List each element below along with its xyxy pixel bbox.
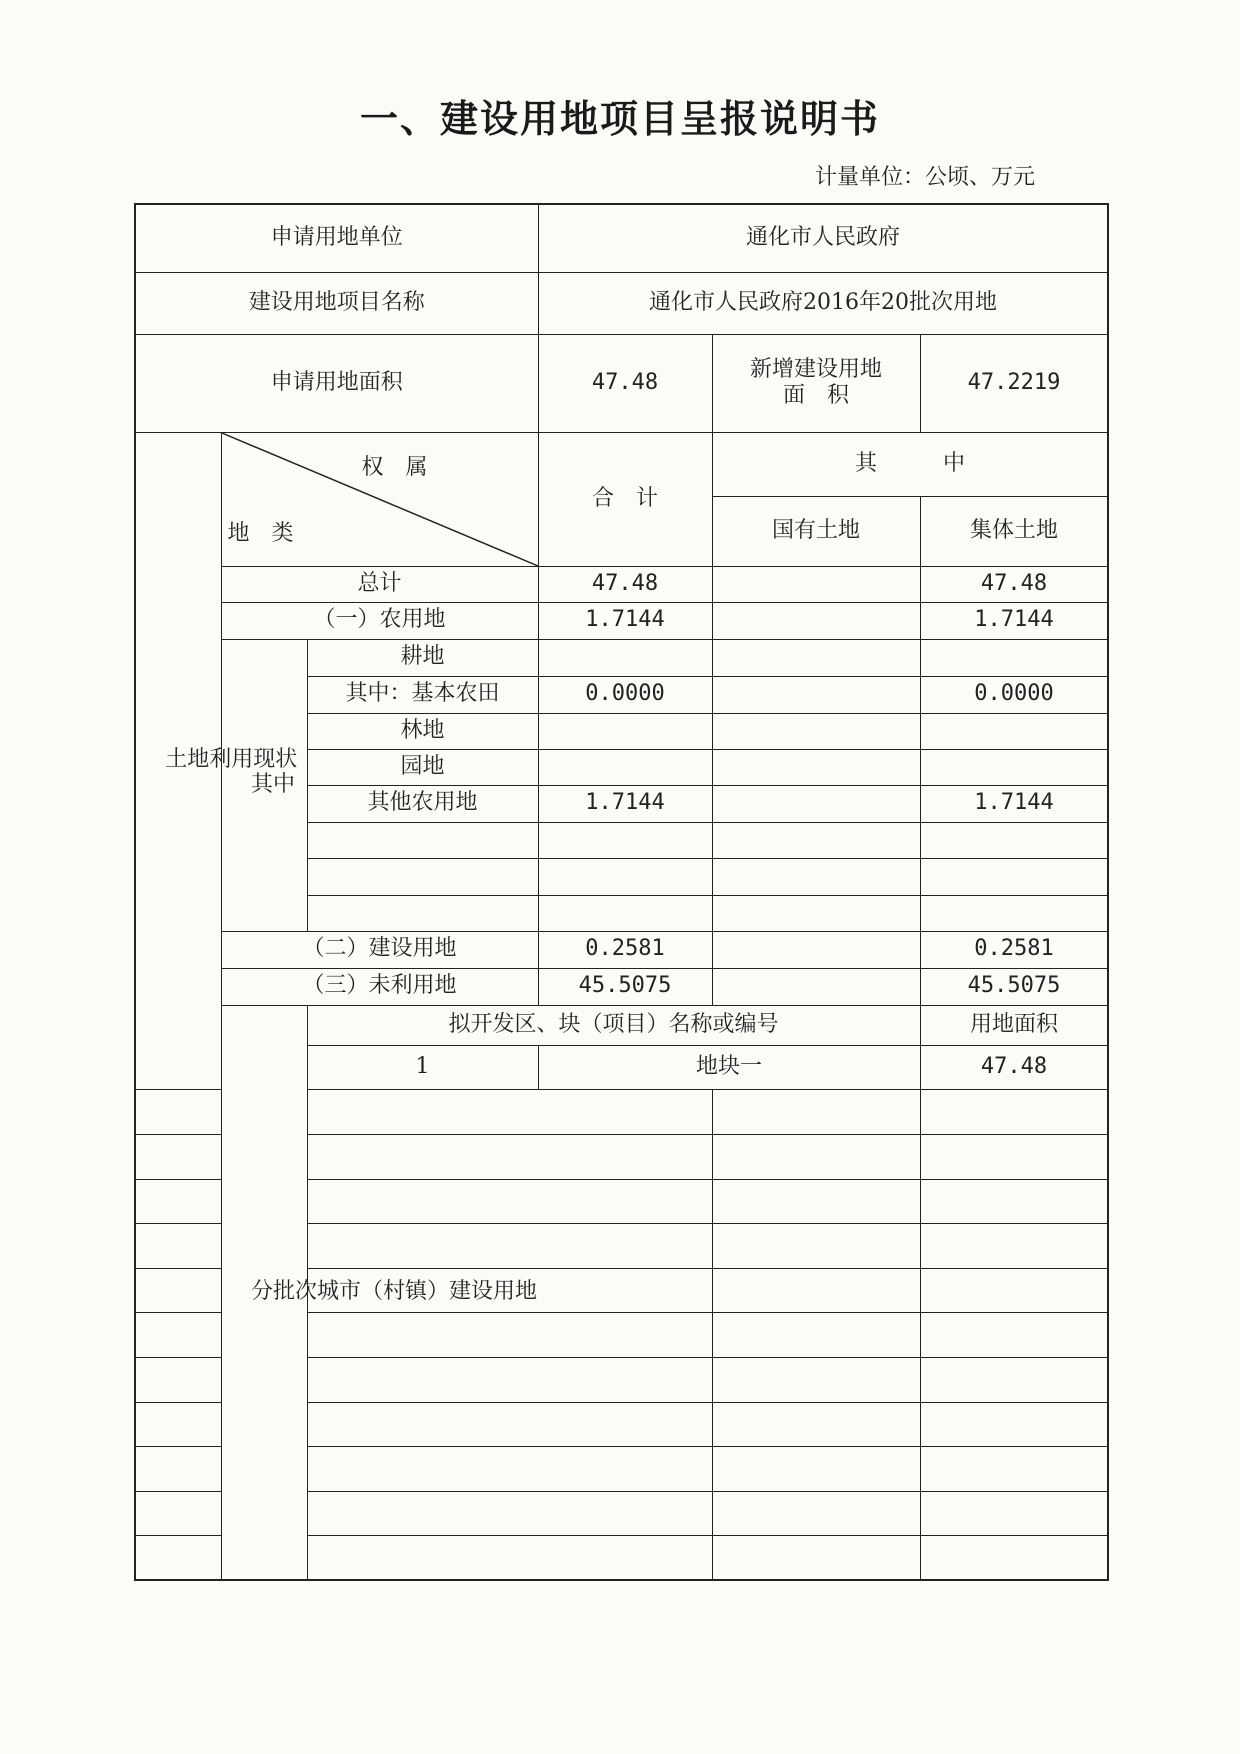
- empty-cell: [920, 895, 1108, 931]
- construction-sum: 0.2581: [538, 931, 712, 968]
- empty-cell: [712, 1402, 920, 1446]
- empty-cell: [920, 858, 1108, 895]
- empty-cell: [712, 1089, 920, 1134]
- collective-land-header: 集体土地: [920, 496, 1108, 566]
- table-row: [135, 602, 1108, 639]
- row-label-construction: （二）建设用地: [221, 931, 538, 968]
- unit-note: 计量单位：公顷、万元: [814, 165, 1035, 190]
- empty-cell: [135, 1179, 221, 1223]
- row-label-gengdi: 耕地: [307, 639, 538, 676]
- empty-cell: [307, 858, 538, 895]
- new-area-label-line2: 面 积: [783, 383, 850, 408]
- empty-cell: [920, 1268, 1108, 1312]
- empty-cell: [920, 1223, 1108, 1268]
- page-title: 一、建设用地项目呈报说明书: [359, 97, 880, 141]
- batch-section-label: 分批次城市（村镇）建设用地: [221, 1005, 307, 1580]
- new-area-value: 47.2219: [920, 334, 1108, 432]
- empty-cell: [712, 1535, 920, 1580]
- other-agri-state: [712, 785, 920, 822]
- other-agri-collective: 1.7144: [920, 785, 1108, 822]
- diagonal-header-cell: [221, 432, 538, 566]
- empty-cell: [307, 1312, 712, 1357]
- total-state: [712, 566, 920, 602]
- empty-cell: [307, 1089, 712, 1134]
- table-row: [135, 639, 1108, 676]
- total-collective: 47.48: [920, 566, 1108, 602]
- empty-cell: [135, 1491, 221, 1535]
- ownership-header: 权 属: [361, 454, 428, 480]
- row-label-jiben: 其中：基本农田: [307, 676, 538, 713]
- empty-cell: [307, 1446, 712, 1491]
- empty-cell: [307, 1179, 712, 1223]
- empty-cell: [712, 822, 920, 858]
- batch-name-header: 拟开发区、块（项目）名称或编号: [307, 1005, 920, 1045]
- empty-cell: [920, 1179, 1108, 1223]
- qizhong-label: 其中: [221, 639, 307, 931]
- empty-cell: [712, 1223, 920, 1268]
- empty-cell: [538, 895, 712, 931]
- empty-cell: [712, 1446, 920, 1491]
- row-label-unused: （三）未利用地: [221, 968, 538, 1005]
- land-status-section-label: 土地利用现状: [135, 432, 221, 1089]
- empty-cell: [920, 1446, 1108, 1491]
- table-row: [135, 968, 1108, 1005]
- empty-cell: [712, 1179, 920, 1223]
- gengdi-state: [712, 639, 920, 676]
- unused-collective: 45.5075: [920, 968, 1108, 1005]
- project-value: 通化市人民政府2016年20批次用地: [538, 272, 1108, 334]
- lindi-sum: [538, 713, 712, 749]
- empty-cell: [538, 858, 712, 895]
- empty-cell: [712, 1491, 920, 1535]
- applicant-label: 申请用地单位: [135, 204, 538, 272]
- empty-cell: [920, 1357, 1108, 1402]
- construction-collective: 0.2581: [920, 931, 1108, 968]
- empty-cell: [307, 895, 538, 931]
- agri-sum: 1.7144: [538, 602, 712, 639]
- empty-cell: [135, 1089, 221, 1134]
- new-area-label: [712, 334, 920, 432]
- yuandi-state: [712, 749, 920, 785]
- empty-cell: [135, 1223, 221, 1268]
- empty-cell: [307, 1223, 712, 1268]
- empty-cell: [135, 1535, 221, 1580]
- row-label-total: 总计: [221, 566, 538, 602]
- construction-state: [712, 931, 920, 968]
- empty-cell: [712, 895, 920, 931]
- batch-item-area: 47.48: [920, 1045, 1108, 1089]
- area-value: 47.48: [538, 334, 712, 432]
- project-label: 建设用地项目名称: [135, 272, 538, 334]
- empty-cell: [712, 1357, 920, 1402]
- empty-cell: [920, 1134, 1108, 1179]
- area-label: 申请用地面积: [135, 334, 538, 432]
- unused-sum: 45.5075: [538, 968, 712, 1005]
- empty-cell: [920, 1312, 1108, 1357]
- empty-cell: [307, 822, 538, 858]
- among-header: 其 中: [712, 432, 1108, 496]
- jiben-sum: 0.0000: [538, 676, 712, 713]
- row-label-agri: （一）农用地: [221, 602, 538, 639]
- empty-cell: [712, 1312, 920, 1357]
- empty-cell: [712, 858, 920, 895]
- empty-cell: [538, 822, 712, 858]
- empty-cell: [920, 1535, 1108, 1580]
- empty-cell: [307, 1357, 712, 1402]
- empty-cell: [712, 1268, 920, 1312]
- empty-cell: [135, 1312, 221, 1357]
- other-agri-sum: 1.7144: [538, 785, 712, 822]
- empty-cell: [135, 1268, 221, 1312]
- total-header: 合 计: [538, 432, 712, 566]
- empty-cell: [135, 1446, 221, 1491]
- empty-cell: [307, 1491, 712, 1535]
- land-use-form-table: [134, 203, 1109, 1581]
- land-type-header: 地 类: [227, 520, 294, 546]
- state-land-header: 国有土地: [712, 496, 920, 566]
- empty-cell: [307, 1134, 712, 1179]
- table-row: [135, 566, 1108, 602]
- empty-cell: [920, 822, 1108, 858]
- batch-item-no: 1: [307, 1045, 538, 1089]
- empty-cell: [712, 1134, 920, 1179]
- empty-cell: [135, 1357, 221, 1402]
- agri-collective: 1.7144: [920, 602, 1108, 639]
- gengdi-collective: [920, 639, 1108, 676]
- lindi-state: [712, 713, 920, 749]
- empty-cell: [920, 1402, 1108, 1446]
- gengdi-sum: [538, 639, 712, 676]
- batch-item-name: 地块一: [538, 1045, 920, 1089]
- new-area-label-line1: 新增建设用地: [750, 356, 883, 382]
- jiben-collective: 0.0000: [920, 676, 1108, 713]
- lindi-collective: [920, 713, 1108, 749]
- table-row: [135, 931, 1108, 968]
- jiben-state: [712, 676, 920, 713]
- applicant-value: 通化市人民政府: [538, 204, 1108, 272]
- batch-area-header: 用地面积: [920, 1005, 1108, 1045]
- empty-cell: [307, 1535, 712, 1580]
- empty-cell: [920, 1491, 1108, 1535]
- yuandi-sum: [538, 749, 712, 785]
- empty-cell: [135, 1402, 221, 1446]
- empty-cell: [135, 1134, 221, 1179]
- unused-state: [712, 968, 920, 1005]
- agri-state: [712, 602, 920, 639]
- row-label-other-agri: 其他农用地: [307, 785, 538, 822]
- empty-cell: [920, 1089, 1108, 1134]
- total-sum: 47.48: [538, 566, 712, 602]
- row-label-yuandi: 园地: [307, 749, 538, 785]
- row-label-lindi: 林地: [307, 713, 538, 749]
- yuandi-collective: [920, 749, 1108, 785]
- empty-cell: [307, 1402, 712, 1446]
